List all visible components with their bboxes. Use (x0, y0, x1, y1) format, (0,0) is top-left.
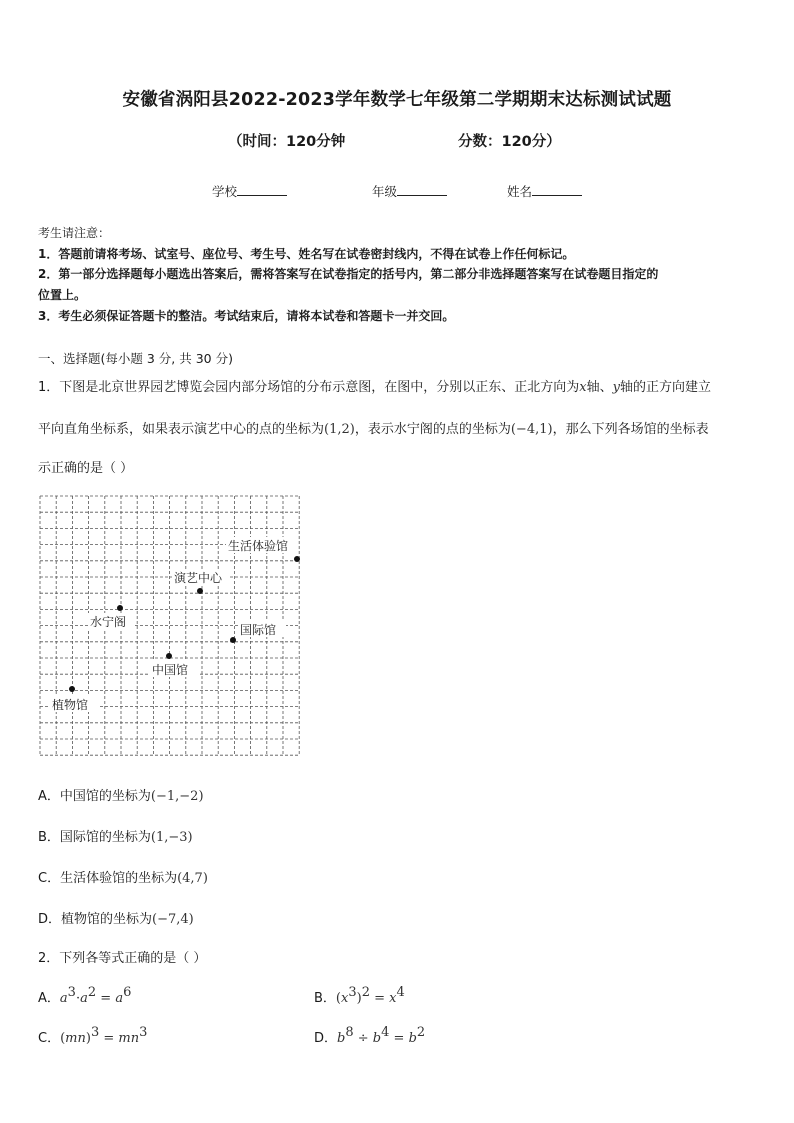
math-operator: ) (85, 1031, 91, 1046)
option-label: A． (38, 991, 60, 1006)
math-operator: = (96, 991, 116, 1006)
math-exponent: 8 (345, 1025, 354, 1040)
q1-option-b[interactable] (38, 826, 193, 845)
option-coordinate: (−1,−2) (150, 789, 204, 804)
math-term: a (115, 991, 124, 1006)
q1-option-d[interactable] (38, 908, 194, 927)
q1-text: ，那么下列各场馆的坐标表 (552, 422, 709, 437)
q2-option-d[interactable] (314, 1025, 425, 1046)
math-operator: = (369, 991, 390, 1006)
math-operator: ) (356, 991, 362, 1006)
q1-text: 1．下图是北京世界园艺博览会园内部分场馆的分布示意图，在图中，分别以正东、正北方向为 (38, 380, 580, 395)
option-text: C．生活体验馆的坐标为 (38, 871, 178, 886)
q2-option-a[interactable] (38, 985, 131, 1006)
math-exponent: 2 (416, 1025, 426, 1040)
exam-time: （时间：120分钟 (228, 134, 346, 150)
page-title: 安徽省涡阳县2022-2023学年数学七年级第二学期期末达标测试试题 (122, 90, 672, 110)
life-label: 生活体验馆 (228, 539, 289, 553)
option-text: D．植物馆的坐标为 (38, 912, 153, 927)
arts-point (197, 588, 203, 594)
math-exponent: 3 (348, 985, 357, 1000)
math-exponent: 4 (381, 1025, 390, 1040)
math-exponent: 3 (139, 1025, 148, 1040)
notice-item: 位置上。 (38, 288, 87, 302)
option-label: C． (38, 1031, 61, 1046)
math-operator: ( (335, 991, 341, 1006)
option-label: B． (314, 991, 336, 1006)
math-operator: ÷ (353, 1031, 373, 1046)
name-field[interactable] (507, 182, 582, 200)
shuining-label: 水宁阁 (90, 615, 127, 629)
school-field[interactable] (212, 182, 287, 200)
q1-line2 (38, 418, 709, 437)
name-label: 姓名 (507, 184, 533, 199)
math-term: b (408, 1031, 417, 1046)
q1-text: ，表示水宁阁的点的坐标为 (354, 422, 511, 437)
math-term: x (389, 991, 397, 1006)
arts-coordinate: (1,2) (324, 422, 355, 437)
option-coordinate: (1,−3) (150, 830, 193, 845)
exam-score: 分数：120分） (458, 134, 561, 150)
option-coordinate: (4,7) (177, 871, 208, 886)
shuining-point (117, 605, 123, 611)
arts-label: 演艺中心 (174, 571, 223, 585)
life-point (294, 556, 300, 562)
math-term: mn (118, 1031, 140, 1046)
math-term: a (59, 991, 68, 1006)
notice-item: 3．考生必须保证答题卡的整洁。考试结束后，请将本试卷和答题卡一并交回。 (38, 309, 455, 323)
x-variable: x (579, 380, 587, 395)
q1-text: 平向直角坐标系，如果表示演艺中心的点的坐标为 (38, 422, 325, 437)
china-point (166, 653, 172, 659)
q1-option-c[interactable] (38, 867, 208, 886)
section-heading: 一、选择题(每小题 3 分, 共 30 分) (38, 351, 233, 366)
math-term: b (337, 1031, 346, 1046)
intl-point (230, 637, 236, 643)
math-operator: = (99, 1031, 119, 1046)
q1-text: 轴的正方向建立 (620, 380, 712, 395)
grade-label: 年级 (372, 184, 398, 199)
q2-stem: 2．下列各等式正确的是（ ） (38, 951, 207, 966)
math-operator: ( (60, 1031, 66, 1046)
notice-item: 2．第一部分选择题每小题选出答案后，需将答案写在试卷指定的括号内，第二部分非选择题答案写在试卷题目指定的 (38, 267, 659, 281)
shuining-coordinate: (−4,1) (510, 422, 553, 437)
math-exponent: 2 (361, 985, 370, 1000)
q1-option-a[interactable] (38, 785, 204, 804)
name-blank[interactable] (532, 184, 582, 196)
math-term: mn (65, 1031, 86, 1046)
math-exponent: 2 (87, 985, 97, 1000)
notice-item: 1．答题前请将考场、试室号、座位号、考生号、姓名写在试卷密封线内，不得在试卷上作任何标记。 (38, 247, 575, 261)
intl-label: 国际馆 (240, 623, 277, 637)
option-label: D． (314, 1031, 338, 1046)
grade-blank[interactable] (397, 184, 447, 196)
q2-option-c[interactable] (38, 1025, 147, 1046)
grade-field[interactable] (372, 182, 447, 200)
venue-map (38, 494, 302, 758)
notice-heading: 考生请注意： (38, 226, 111, 240)
option-coordinate: (−7,4) (152, 912, 194, 927)
school-blank[interactable] (237, 184, 287, 196)
plant-point (69, 686, 75, 692)
q2-option-b[interactable] (314, 985, 405, 1006)
math-term: b (372, 1031, 382, 1046)
math-exponent: 4 (396, 985, 405, 1000)
school-label: 学校 (212, 184, 238, 199)
q1-line1 (38, 376, 711, 395)
option-text: A．中国馆的坐标为 (38, 789, 151, 804)
math-exponent: 3 (67, 985, 76, 1000)
math-term: a (80, 991, 88, 1006)
math-operator: = (389, 1031, 409, 1046)
math-exponent: 6 (123, 985, 132, 1000)
china-label: 中国馆 (152, 663, 189, 677)
q1-text: 轴、 (586, 380, 613, 395)
math-term: x (341, 991, 349, 1006)
math-operator: · (75, 991, 81, 1006)
y-variable: y (612, 380, 620, 395)
option-text: B．国际馆的坐标为 (38, 830, 151, 845)
math-exponent: 3 (90, 1025, 100, 1040)
plant-label: 植物馆 (52, 698, 89, 712)
q1-line3: 示正确的是（ ） (38, 461, 134, 476)
